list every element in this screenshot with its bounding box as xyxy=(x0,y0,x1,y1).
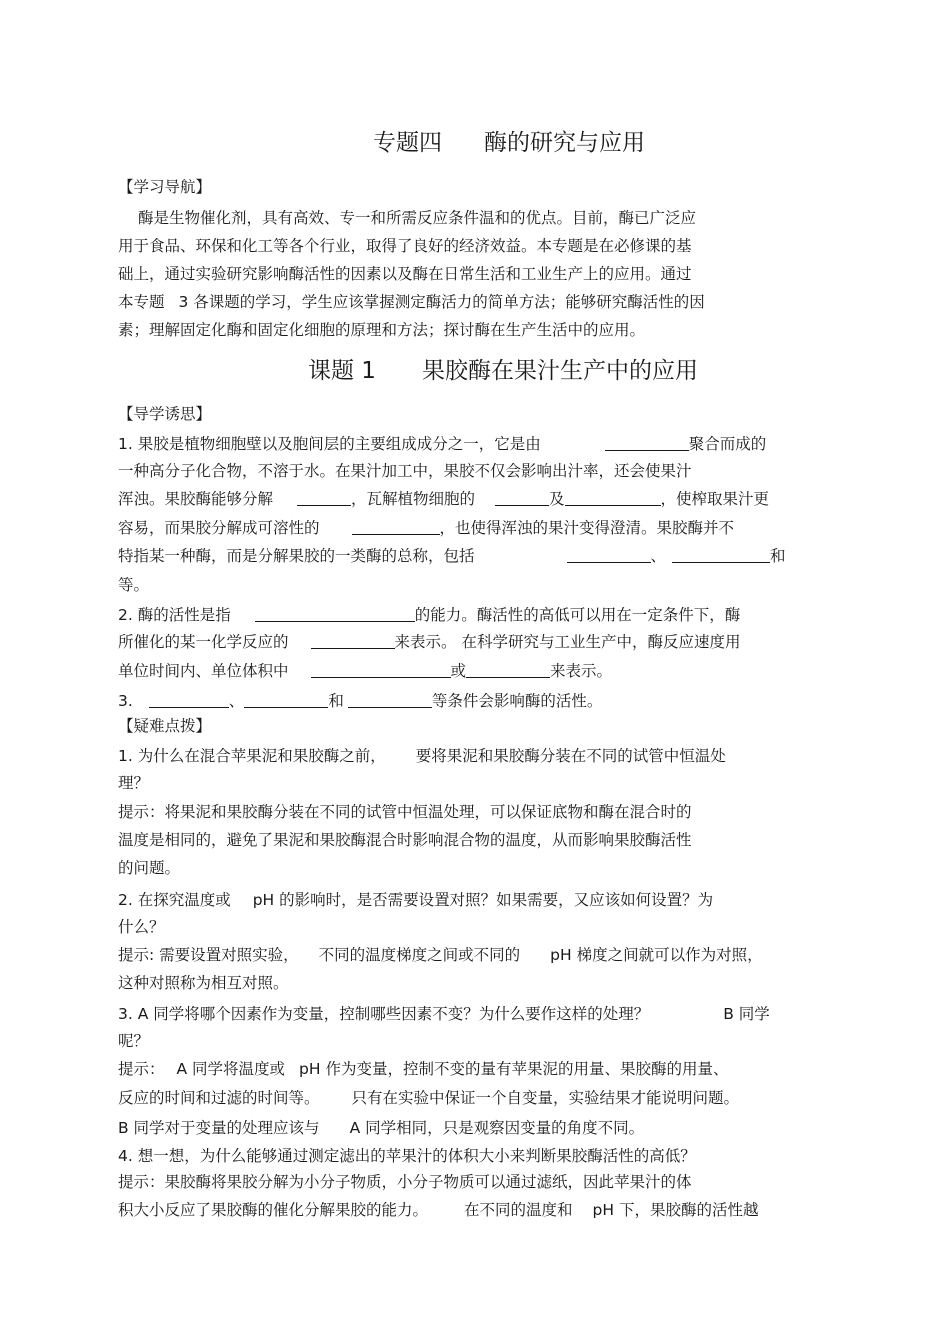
difficulty-2-hint: 这种对照称为相互对照。 xyxy=(118,974,289,992)
answer-blank xyxy=(672,547,770,563)
question-3-line: 3. 、 和 等条件会影响酶的活性。 xyxy=(118,692,603,710)
difficulty-3-hint: 反应的时间和过滤的时间等。 只有在实验中保证一个自变量，实验结果才能说明问题。 xyxy=(118,1089,740,1107)
answer-blank xyxy=(565,490,661,506)
difficulty-1-question: 1. 为什么在混合苹果泥和果胶酶之前， 要将果泥和果胶酶分装在不同的试管中恒温处 xyxy=(118,747,726,765)
answer-blank xyxy=(149,692,229,708)
difficulty-4-question: 4. 想一想，为什么能够通过测定滤出的苹果汁的体积大小来判断果胶酶活性的高低？ xyxy=(118,1147,696,1165)
difficulty-1-hint: 温度是相同的，避免了果泥和果胶酶混合时影响混合物的温度，从而影响果胶酶活性 xyxy=(118,831,692,849)
title-part-name: 酶的研究与应用 xyxy=(484,130,645,156)
section-heading-nav: 【学习导航】 xyxy=(118,178,212,196)
answer-blank xyxy=(311,662,451,678)
difficulty-3-question: 3. A 同学将哪个因素作为变量，控制哪些因素不变？为什么要作这样的处理？ B 同学 xyxy=(118,1005,770,1023)
difficulty-2-question: 什么？ xyxy=(118,918,165,936)
answer-blank xyxy=(311,633,395,649)
difficulty-3-hint: 提示： A 同学将温度或 pH 作为变量，控制不变的量有苹果泥的用量、果胶酶的用量、 xyxy=(118,1060,729,1078)
difficulty-3-question: 呢？ xyxy=(118,1032,150,1050)
answer-blank xyxy=(352,519,440,535)
difficulty-4-hint: 提示：果胶酶将果胶分解为小分子物质，小分子物质可以通过滤纸，因此苹果汁的体 xyxy=(118,1173,692,1191)
question-2-line: 2. 酶的活性是指 的能力。酶活性的高低可以用在一定条件下，酶 xyxy=(118,606,741,624)
intro-line: 素；理解固定化酶和固定化细胞的原理和方法；探讨酶在生产生活中的应用。 xyxy=(118,321,646,339)
answer-blank xyxy=(605,435,689,451)
difficulty-1-question: 理？ xyxy=(118,774,150,792)
question-1-line: 容易，而果胶分解成可溶性的 ，也使得浑浊的果汁变得澄清。果胶酶并不 xyxy=(118,519,735,537)
intro-line: 酶是生物催化剂，具有高效、专一和所需反应条件温和的优点。目前，酶已广泛应 xyxy=(138,209,697,227)
intro-line: 本专题 3 各课题的学习，学生应该掌握测定酶活力的简单方法；能够研究酶活性的因 xyxy=(118,293,705,311)
lesson-title: 课题 1 果胶酶在果汁生产中的应用 xyxy=(308,358,698,384)
answer-blank xyxy=(466,662,550,678)
answer-blank xyxy=(244,692,328,708)
answer-blank xyxy=(495,490,549,506)
question-1-line: 浑浊。果胶酶能够分解 ，瓦解植物细胞的 及 ，使榨取果汁更 xyxy=(118,490,770,508)
difficulty-1-hint: 的问题。 xyxy=(118,859,181,877)
answer-blank xyxy=(255,606,415,622)
difficulty-3-hint: B 同学对于变量的处理应该与 A 同学相同，只是观察因变量的角度不同。 xyxy=(118,1119,645,1137)
intro-line: 用于食品、环保和化工等各个行业，取得了良好的经济效益。本专题是在必修课的基 xyxy=(118,237,692,255)
intro-line: 础上，通过实验研究影响酶活性的因素以及酶在日常生活和工业生产上的应用。通过 xyxy=(118,265,692,283)
page-title xyxy=(373,128,645,158)
question-1-line: 特指某一种酶，而是分解果胶的一类酶的总称，包括 、 和 xyxy=(118,547,786,565)
answer-blank xyxy=(348,692,432,708)
question-1-line: 1. 果胶是植物细胞壁以及胞间层的主要组成成分之一，它是由 聚合而成的 xyxy=(118,435,767,453)
difficulty-4-hint: 积大小反应了果胶酶的催化分解果胶的能力。 在不同的温度和 pH 下，果胶酶的活性越 xyxy=(118,1201,759,1219)
question-2-line: 单位时间内、单位体积中 或 来表示。 xyxy=(118,662,613,680)
difficulty-1-hint: 提示：将果泥和果胶酶分装在不同的试管中恒温处理，可以保证底物和酶在混合时的 xyxy=(118,803,692,821)
question-1-line: 一种高分子化合物，不溶于水。在果汁加工中，果胶不仅会影响出汁率，还会使果汁 xyxy=(118,462,692,480)
answer-blank xyxy=(567,547,651,563)
section-heading-guide: 【导学诱思】 xyxy=(118,405,212,423)
answer-blank xyxy=(297,490,351,506)
section-heading-difficulty: 【疑难点拨】 xyxy=(118,717,212,735)
title-part-topic: 专题四 xyxy=(373,130,442,156)
question-1-line: 等。 xyxy=(118,576,150,594)
difficulty-2-hint: 提示: 需要设置对照实验， 不同的温度梯度之间或不同的 pH 梯度之间就可以作为对照， xyxy=(118,946,763,964)
difficulty-2-question: 2. 在探究温度或 pH 的影响时，是否需要设置对照？如果需要，又应该如何设置？为 xyxy=(118,891,714,909)
question-2-line: 所催化的某一化学反应的 来表示。 在科学研究与工业生产中，酶反应速度用 xyxy=(118,633,741,651)
